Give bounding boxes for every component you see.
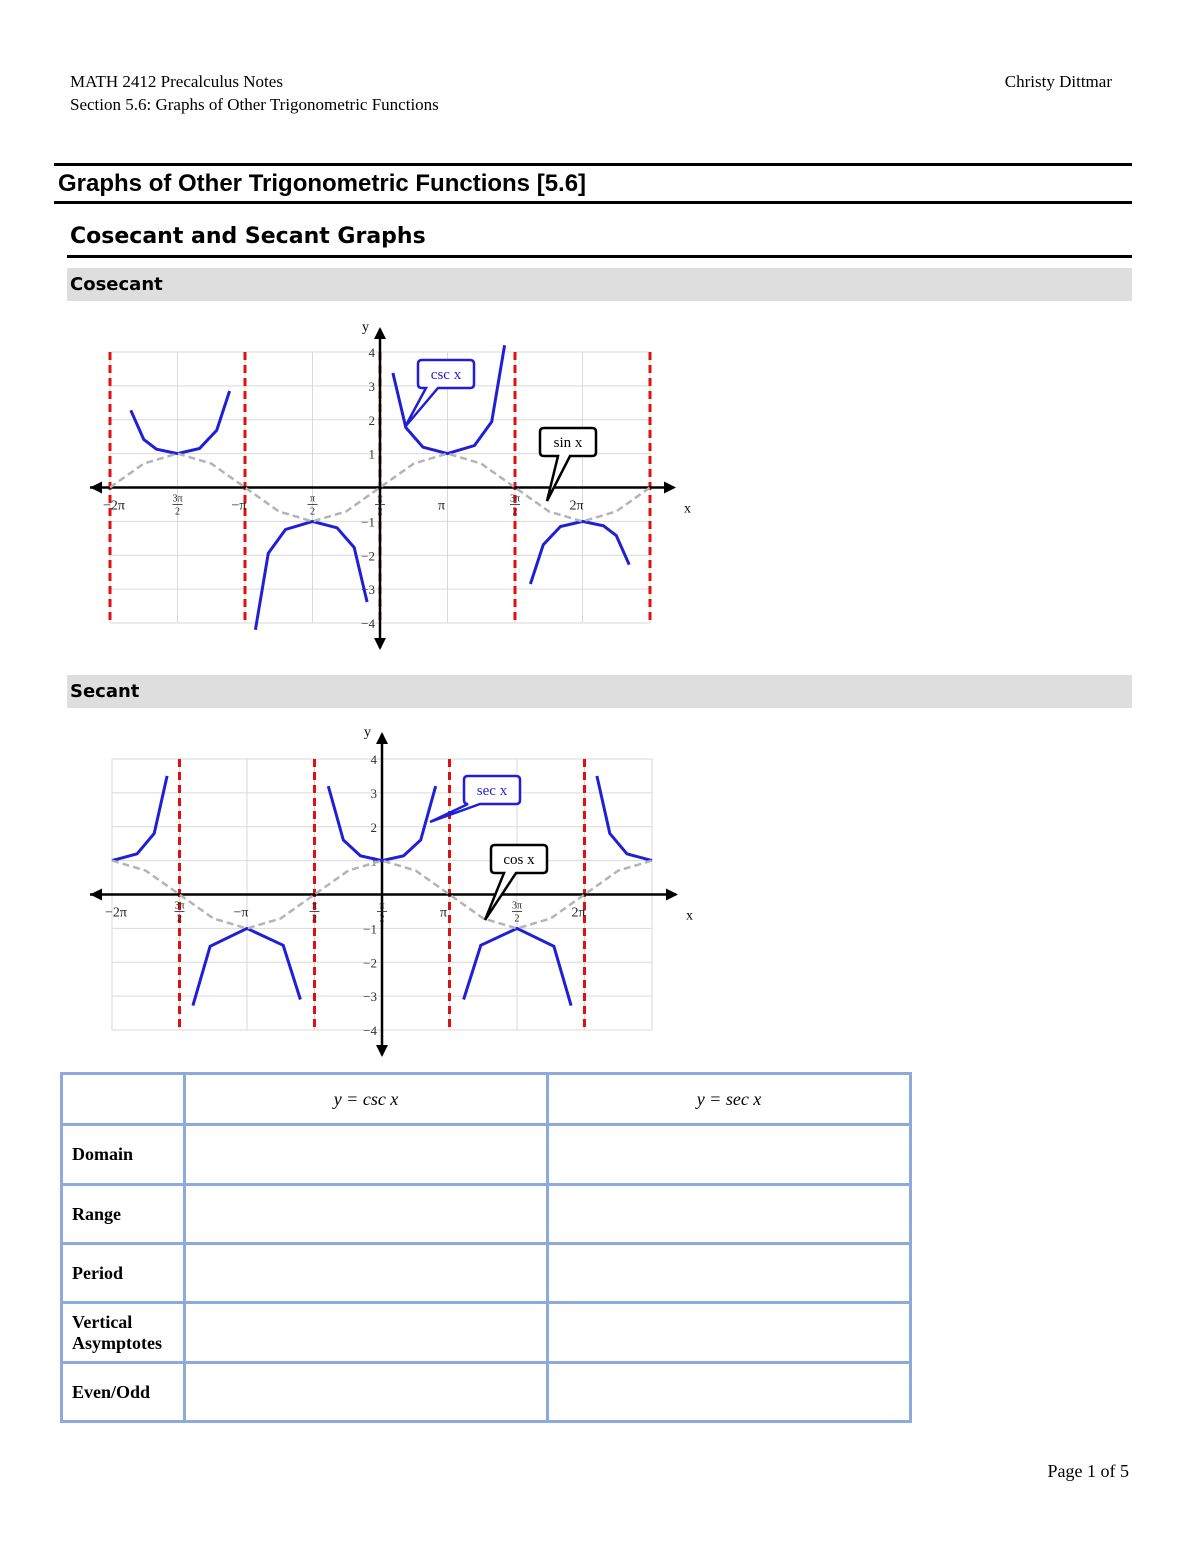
- section-heading-rule: [67, 255, 1132, 258]
- secant-heading-bar: [67, 675, 1132, 708]
- cosecant-heading-bar: [67, 268, 1132, 301]
- table-header-csc: y = csc x: [185, 1074, 548, 1125]
- x-tick-label: 2π: [569, 498, 584, 514]
- y-tick-label: −2: [363, 955, 377, 971]
- y-tick-label: 3: [370, 785, 377, 801]
- y-tick-label: −4: [361, 616, 375, 631]
- main-curve-branch: [255, 521, 367, 629]
- table-header-blank: [62, 1074, 185, 1125]
- x-tick-label: −π: [233, 905, 249, 921]
- asymptotes-csc-cell[interactable]: [185, 1303, 548, 1363]
- x-tick-label: 2: [512, 506, 518, 518]
- x-tick-label: π: [311, 900, 318, 912]
- course-title: MATH 2412 Precalculus Notes: [70, 72, 283, 91]
- y-tick-label: −2: [361, 548, 375, 564]
- cosecant-heading: Cosecant: [70, 274, 163, 295]
- row-label-domain: Domain: [62, 1125, 185, 1185]
- y-tick-label: 1: [368, 446, 375, 462]
- y-tick-label: 1: [370, 853, 377, 869]
- y-tick-label: −3: [361, 582, 375, 598]
- x-tick-label: −2π: [103, 498, 125, 514]
- row-label-asymptotes: Vertical Asymptotes: [62, 1303, 185, 1363]
- cosecant-graph: [80, 315, 700, 660]
- callout-label: csc x: [430, 367, 462, 383]
- x-tick-label: 3π: [509, 493, 521, 505]
- table-header-row: [62, 1074, 911, 1125]
- section-title: Section 5.6: Graphs of Other Trigonometric Functions: [70, 95, 439, 114]
- x-tick-label: 2: [312, 913, 317, 925]
- x-tick-label: 2: [379, 913, 385, 925]
- callout-label: sin x: [553, 435, 583, 451]
- table-row: [62, 1303, 911, 1363]
- author-name: Christy Dittmar: [1004, 72, 1112, 91]
- x-axis-left-arrow: [90, 482, 102, 494]
- x-axis-right-arrow: [664, 482, 676, 494]
- y-tick-label: −1: [361, 514, 375, 530]
- x-tick-label: 3π: [511, 900, 523, 912]
- x-tick-label: 2: [514, 913, 520, 925]
- row-label-period: Period: [62, 1244, 185, 1303]
- row-label-even-odd: Even/Odd: [62, 1363, 185, 1422]
- title-top-rule: [54, 163, 1132, 166]
- properties-table: [60, 1072, 912, 1423]
- page-title: Graphs of Other Trigonometric Functions [5.6]: [58, 170, 587, 197]
- y-tick-label: 3: [368, 378, 375, 394]
- y-tick-label: 2: [368, 412, 375, 428]
- domain-csc-cell[interactable]: [185, 1125, 548, 1185]
- x-tick-label: 3π: [174, 900, 185, 912]
- x-axis-label: x: [684, 501, 691, 517]
- callout-label: sec x: [476, 783, 508, 799]
- x-tick-label: 3π: [172, 493, 183, 505]
- secant-heading: Secant: [70, 681, 140, 702]
- y-axis-label: y: [364, 725, 371, 740]
- table-row: [62, 1244, 911, 1303]
- callout-label: cos x: [503, 852, 535, 868]
- table-row: [62, 1363, 911, 1422]
- y-tick-label: 4: [370, 752, 377, 767]
- table-row: [62, 1185, 911, 1244]
- x-axis-label: x: [686, 908, 693, 924]
- x-tick-label: 2: [377, 506, 383, 518]
- y-axis-bottom-arrow: [376, 1045, 388, 1057]
- x-tick-label: π: [309, 493, 316, 505]
- main-curve-branch: [597, 776, 652, 861]
- x-tick-label: π: [439, 905, 448, 921]
- period-sec-cell[interactable]: [548, 1244, 911, 1303]
- x-tick-label: −π: [231, 498, 247, 514]
- x-axis-right-arrow: [666, 889, 678, 901]
- title-bottom-rule: [54, 201, 1132, 204]
- main-curve-branch: [112, 776, 167, 861]
- table-header-sec: y = sec x: [548, 1074, 911, 1125]
- range-csc-cell[interactable]: [185, 1185, 548, 1244]
- y-tick-label: 2: [370, 819, 377, 835]
- period-csc-cell[interactable]: [185, 1244, 548, 1303]
- x-tick-label: π: [379, 900, 385, 912]
- x-axis-left-arrow: [90, 889, 102, 901]
- x-tick-label: 2: [175, 506, 180, 518]
- y-tick-label: 4: [368, 345, 375, 360]
- even-odd-sec-cell[interactable]: [548, 1363, 911, 1422]
- section-heading: Cosecant and Secant Graphs: [70, 224, 426, 249]
- y-tick-label: −3: [363, 989, 377, 1005]
- y-axis-top-arrow: [376, 732, 388, 744]
- table-row: [62, 1125, 911, 1185]
- x-tick-label: π: [377, 493, 383, 505]
- x-tick-label: 2π: [571, 905, 586, 921]
- x-tick-label: 2: [310, 506, 315, 518]
- domain-sec-cell[interactable]: [548, 1125, 911, 1185]
- x-tick-label: 2: [177, 913, 182, 925]
- y-axis-top-arrow: [374, 327, 386, 339]
- asymptotes-sec-cell[interactable]: [548, 1303, 911, 1363]
- y-axis-bottom-arrow: [374, 638, 386, 650]
- y-tick-label: −1: [363, 921, 377, 937]
- secant-graph: [80, 720, 700, 1065]
- x-tick-label: π: [437, 498, 446, 514]
- y-tick-label: −4: [363, 1023, 377, 1038]
- main-curve-branch: [131, 391, 230, 454]
- even-odd-csc-cell[interactable]: [185, 1363, 548, 1422]
- row-label-range: Range: [62, 1185, 185, 1244]
- page-number: Page 1 of 5: [1047, 1461, 1129, 1481]
- range-sec-cell[interactable]: [548, 1185, 911, 1244]
- x-tick-label: −2π: [105, 905, 127, 921]
- y-axis-label: y: [362, 320, 369, 335]
- main-curve-branch: [530, 521, 629, 584]
